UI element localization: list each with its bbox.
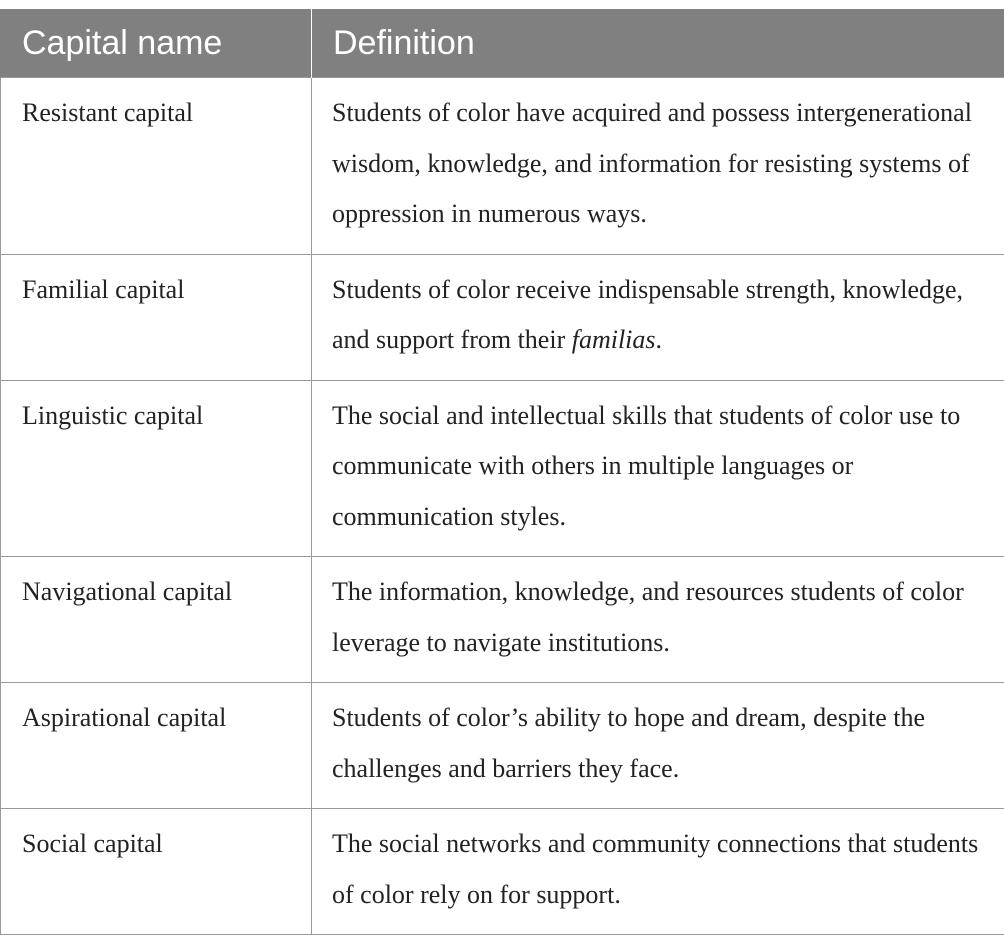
table-row: [1, 557, 1004, 683]
definition-cell: The social and intellectual skills that students of color use to communicate with others in multiple languages or communication styles.: [312, 380, 1004, 557]
capital-name-cell: Navigational capital: [1, 557, 312, 683]
table-body: [1, 78, 1004, 935]
definition-text-end: .: [656, 325, 663, 354]
definition-cell: [312, 254, 1004, 380]
definition-text: Students of color receive indispensable strength, knowledge, and support from their: [332, 275, 963, 355]
capital-definitions-table: [0, 9, 1004, 935]
capital-name-cell: Aspirational capital: [1, 683, 312, 809]
definition-cell: The information, knowledge, and resources students of color leverage to navigate institutions.: [312, 557, 1004, 683]
table-row: [1, 683, 1004, 809]
capital-name-cell: Social capital: [1, 809, 312, 935]
table-row: [1, 809, 1004, 935]
capital-name-cell: Resistant capital: [1, 78, 312, 255]
table-row: [1, 380, 1004, 557]
table-row: [1, 254, 1004, 380]
column-header-capital-name: Capital name: [1, 9, 312, 78]
capital-name-cell: Familial capital: [1, 254, 312, 380]
header-row: [1, 9, 1004, 78]
column-header-definition: Definition: [312, 9, 1004, 78]
definition-cell: The social networks and community connections that students of color rely on for support.: [312, 809, 1004, 935]
definition-cell: Students of color’s ability to hope and dream, despite the challenges and barriers they face.: [312, 683, 1004, 809]
capital-name-cell: Linguistic capital: [1, 380, 312, 557]
table-header: [1, 9, 1004, 78]
definition-cell: Students of color have acquired and possess intergenerational wisdom, knowledge, and information for resisting systems of oppression in numerous ways.: [312, 78, 1004, 255]
definition-italic-text: familias: [572, 325, 656, 354]
table-row: [1, 78, 1004, 255]
capital-table-container: [0, 9, 1004, 935]
